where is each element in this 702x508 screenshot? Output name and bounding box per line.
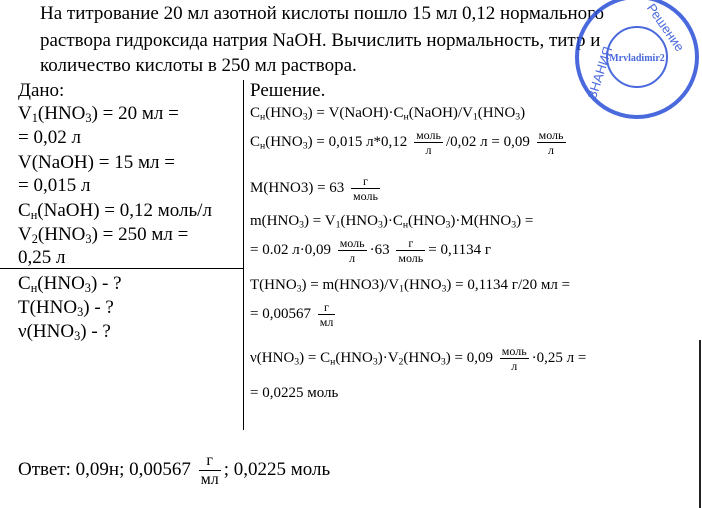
given-header: Дано: bbox=[18, 80, 65, 101]
given-v2: $V_2(HNO_3) = 250$ мл = bbox=[18, 224, 189, 247]
find-amount: $\nu(HNO_3)$ - ? bbox=[18, 321, 111, 344]
answer-line: Ответ: 0,09н; 0,00567 $\frac{г}{мл}$ ; 0,0225 моль bbox=[18, 452, 331, 488]
watermark-stamp bbox=[572, 0, 702, 122]
fraction-g-per-mol: $\frac{г}{\text{моль}}$ bbox=[398, 236, 424, 265]
fraction-mol-per-l: $\frac{\text{моль}}{л}$ bbox=[339, 236, 365, 265]
find-titer: $T(HNO_3)$ - ? bbox=[18, 297, 114, 320]
given-cnaoh: $C_н(NaOH) = 0,12$ моль/л bbox=[18, 200, 212, 223]
solution-formula-amount: $\nu(HNO_3) = C_н(HNO_3)\cdot V_2(HNO_3) = 0,09$ $\frac{\text{моль}}{л}$ ·0,25 л = bbox=[250, 344, 587, 373]
solution-titer-value: = 0,00567 $\frac{г}{мл}$ bbox=[250, 300, 334, 329]
solution-formula-titer: $T(HNO_3) = m(HNO3)/V_1(HNO_3) = 0,1134$ г/20 мл = bbox=[250, 277, 571, 295]
given-v1-converted: = 0,02 л bbox=[18, 127, 81, 148]
problem-line-3: количество кислоты в 250 мл раствора. bbox=[40, 55, 357, 76]
fraction-mol-per-l: $\frac{\text{моль}}{л}$ bbox=[416, 128, 441, 157]
solution-header: Решение. bbox=[250, 80, 326, 101]
find-cn: $C_н(HNO_3)$ - ? bbox=[18, 273, 122, 296]
solution-calc-cn: $C_н(HNO_3) = 0,015$ л*0,12 $\frac{\text{моль}}{л}$ /0,02 л = 0,09 $\frac{\text{моль}}{л}$ bbox=[250, 128, 564, 157]
given-v1: $V_1(HNO_3) = 20$ мл = bbox=[18, 103, 179, 126]
fraction-mol-per-l: $\frac{\text{моль}}{л}$ bbox=[501, 344, 527, 373]
solution-formula-mass: $m(HNO_3) = V_1(HNO_3)\cdot C_н(HNO_3)\cdot M(HNO_3)$ = bbox=[250, 213, 534, 231]
fraction-g-per-ml: $\frac{г}{мл}$ bbox=[319, 300, 334, 329]
problem-line-2: раствора гидроксида натрия NaOH. Вычислить нормальность, титр и bbox=[40, 30, 601, 51]
stamp-left-text: ЗНАНИЯ bbox=[584, 44, 616, 101]
solution-molar-mass: M(HNO3) = 63 $\frac{г}{\text{моль}}$ bbox=[250, 174, 378, 203]
solution-calc-mass: = 0.02 л·0,09 $\frac{\text{моль}}{л}$ ·63 $\frac{г}{\text{моль}}$ = 0,1134 г bbox=[250, 236, 492, 265]
solution-formula-cn: $C_н(HNO_3)$ = $V(NaOH)\cdot C_н(NaOH)/V_1(HNO_3)$ bbox=[250, 105, 526, 123]
given-v2-converted: 0,25 л bbox=[18, 247, 66, 268]
fraction-mol-per-l: $\frac{\text{моль}}{л}$ bbox=[538, 128, 564, 157]
column-divider bbox=[243, 80, 244, 430]
page-edge bbox=[699, 340, 701, 508]
given-vnaoh-converted: = 0,015 л bbox=[18, 175, 91, 196]
given-vnaoh: V(NaOH) = 15 мл = bbox=[18, 152, 175, 173]
fraction-g-per-mol: $\frac{г}{\text{моль}}$ bbox=[353, 174, 378, 203]
problem-line-1: На титрование 20 мл азотной кислоты пошло 15 мл 0,12 нормального bbox=[40, 3, 604, 24]
fraction-g-per-ml: $\frac{г}{мл}$ bbox=[200, 452, 219, 488]
solution-amount-value: = 0,0225 моль bbox=[250, 385, 339, 401]
stamp-top-text: Решение bbox=[643, 0, 688, 55]
stamp-center-text: Mrvladimir2 bbox=[609, 53, 665, 64]
given-divider bbox=[0, 268, 243, 269]
